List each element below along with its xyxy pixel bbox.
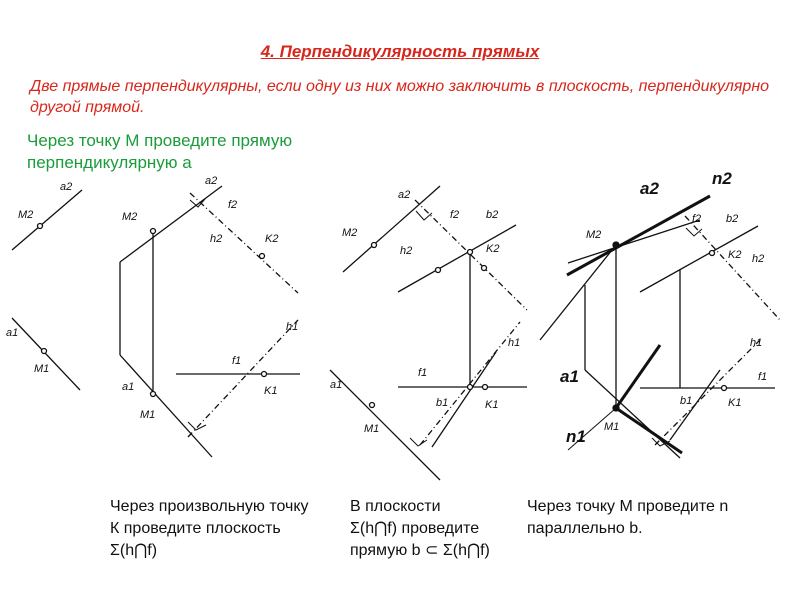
label-f1-p3: f1 <box>758 371 768 383</box>
label-b1-p2: b1 <box>436 397 449 409</box>
label-f2-p1: f2 <box>228 199 238 211</box>
label-f2-p3: f2 <box>692 213 702 225</box>
caption-step2: В плоскости Σ(h⋂f) проведите прямую b ⊂ Σ(h⋂f) <box>350 498 490 559</box>
label-k1-p1: K1 <box>264 385 278 397</box>
label-a1-large: a1 <box>560 367 579 386</box>
panel-step3 <box>540 196 780 458</box>
label-f1-p2: f1 <box>418 367 428 379</box>
label-h2-p2: h2 <box>400 245 413 257</box>
label-a2-p1: a2 <box>205 175 218 187</box>
panel-step2 <box>330 186 527 480</box>
label-b2-p3: b2 <box>726 213 739 225</box>
slide-title-text: 4. Перпендикулярность прямых <box>260 42 540 61</box>
label-b1-p3: b1 <box>680 395 693 407</box>
label-m2-p2: M2 <box>342 227 358 239</box>
caption-step1: Через произвольную точку К проведите плоскость Σ(h⋂f) <box>110 498 309 559</box>
caption-step3: Через точку М проведите n параллельно b. <box>527 498 729 537</box>
label-a1-p1: a1 <box>122 381 135 393</box>
task-text: Через точку М проведите прямую перпендикулярную a <box>27 131 293 172</box>
label-a1-p2: a1 <box>330 379 343 391</box>
label-m1-p2: M1 <box>364 423 380 435</box>
label-n1: n1 <box>566 427 586 446</box>
label-k2-p1: K2 <box>265 233 279 245</box>
label-k1-p3: K1 <box>728 397 742 409</box>
label-f2-p2: f2 <box>450 209 460 221</box>
label-b2-p2: b2 <box>486 209 499 221</box>
label-k2-p2: K2 <box>486 243 500 255</box>
label-h1-p1: h1 <box>286 321 299 333</box>
label-k2-p3: K2 <box>728 249 742 261</box>
label-h1-p3: h1 <box>750 337 763 349</box>
label-a1-p0: a1 <box>6 327 19 339</box>
label-f1-p1: f1 <box>232 355 242 367</box>
label-a2-p2: a2 <box>398 189 411 201</box>
label-m1-p0: M1 <box>34 363 50 375</box>
label-h1-p2: h1 <box>508 337 521 349</box>
label-m2-p1: M2 <box>122 211 138 223</box>
label-m2-p3: M2 <box>586 229 602 241</box>
label-h2-p3: h2 <box>752 253 765 265</box>
label-k1-p2: K1 <box>485 399 499 411</box>
label-a2-large: a2 <box>640 179 659 198</box>
label-n2: n2 <box>712 169 732 188</box>
label-m1-p3: M1 <box>604 421 620 433</box>
label-m1-p1: M1 <box>140 409 156 421</box>
definition-text: Две прямые перпендикулярны, если одну из них можно заключить в плоскость, перпендикулярно другой прямой. <box>30 78 770 116</box>
label-m2-p0: M2 <box>18 209 34 221</box>
label-h2-p1: h2 <box>210 233 223 245</box>
label-a2-p0: a2 <box>60 181 73 193</box>
